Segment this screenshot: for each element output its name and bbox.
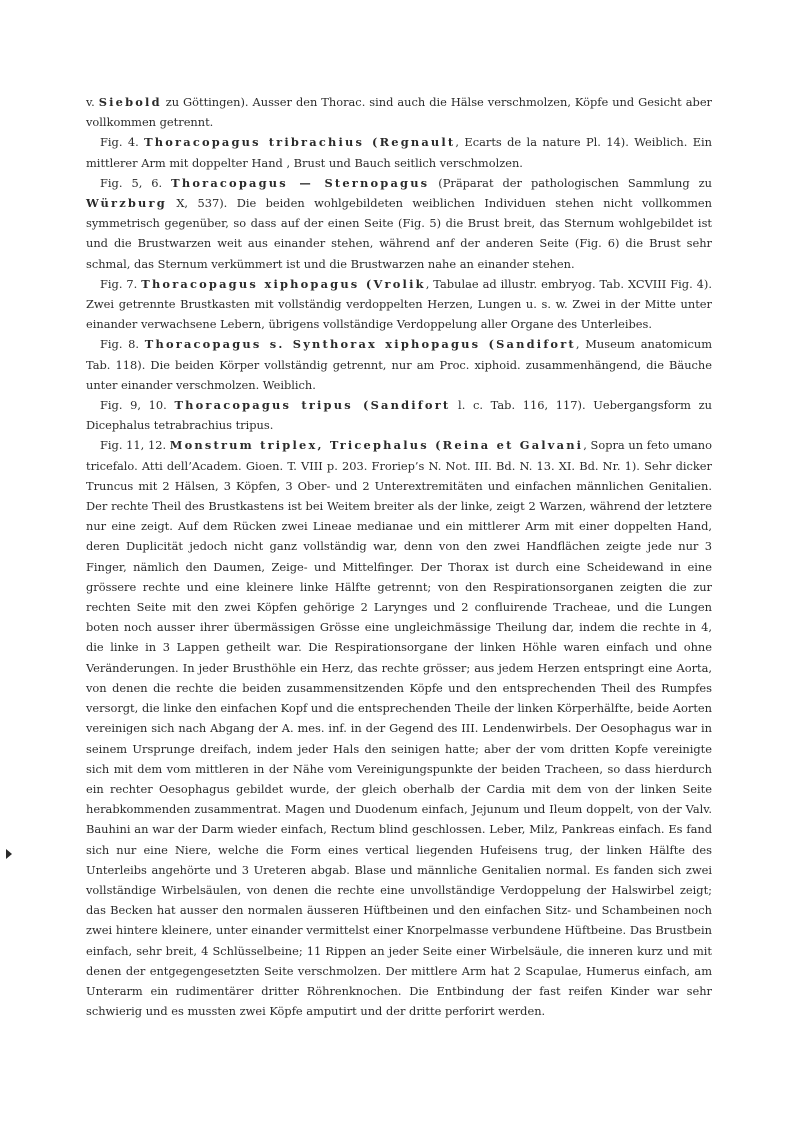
text-segment: , Tabulae ad illustr. embryog. Tab. XCVIII Fig. 4). Zwei getrennte Brustkasten mit vollständig verdoppelten Herzen, Lungen u. s. w. Zwei in der Mitte unter einander verwachsene Lebern, übrigens vollständige Verdoppelung aller Organe des Unterleibes. bbox=[86, 276, 712, 332]
text-segment: v. bbox=[86, 95, 99, 109]
spaced-term: Würzburg bbox=[86, 196, 167, 211]
spaced-term: Siebold bbox=[98, 95, 162, 109]
spaced-term: Thoracopagus s. Synthorax xiphopagus (Sandifort bbox=[144, 337, 576, 352]
text-segment: , Sopra un feto umano tricefalo. Atti dell’Academ. Gioen. T. VIII p. 203. Froriep’s N. Not. III. Bd. N. 13. XI. Bd. Nr. 1). Sehr dicker Truncus mit 2 Hälsen, 3 Köpfen, 3 Ober- und 2 Unterextremitäten und einfachen männlichen Genitalien. Der rechte Theil des Brustkastens ist bei Weitem breiter als der linke, zeigt 2 Warzen, während der letztere nur eine zeigt. Auf dem Rücken zwei Lineae medianae und ein mittlerer Arm mit einer doppelten Hand, deren Duplicität jedoch nicht ganz vollständig war, denn von den zwei Handflächen zeigte jede nur 3 Finger, nämlich den Daumen, Zeige- und Mittelfinger. Der Thorax ist durch eine Scheidewand in eine grössere rechte und eine kleinere linke Hälfte getrennt; von den Respirationsorganen zeigten die zur rechten Seite mit den zwei Köpfen gehörige 2 Larynges und 2 confluirende Tracheae, und die Lungen boten noch ausser ihrer übermässigen Grösse eine ungleichmässige Theilung dar, indem die rechte in 4, die linke in 3 Lappen getheilt war. Die Respirationsorgane der linken Höhle waren einfach und ohne Veränderungen. In jeder Brusthöhle ein Herz, das rechte grösser; aus jedem Herzen entspringt eine Aorta, von denen die rechte die beiden zusammensitzenden Köpfe und den entsprechenden Theil des Rumpfes versorgt, die linke den einfachen Kopf und die entsprechenden Theile der linken Körperhälfte, beide Aorten vereinigen sich nach Abgang der A. mes. inf. in der Gegend des III. Lendenwirbels. Der Oesophagus war in seinem Ursprunge dreifach, indem jeder Hals den seinigen hatte; aber der vom dritten Kopfe vereinigte sich mit dem vom mittleren in der Nähe vom Vereinigungspunkte der beiden Tracheen, so dass hierdurch ein rechter Oesophagus gebildet wurde, der gleich oberhalb der Cardia mit dem von der linken Seite herabkommenden zusammentrat. Magen und Duodenum einfach, Jejunum und Ileum doppelt, von der Valv. Bauhini an war der Darm wieder einfach, Rectum blind geschlossen. Leber, Milz, Pankreas einfach. Es fand sich nur eine Niere, welche die Form eines vertical liegenden Hufeisens trug, der linken Hälfte des Unterleibs angehörte und 3 Ureteren abgab. Blase und männliche Genitalien normal. Es fanden sich zwei vollständige Wirbelsäulen, von denen die rechte eine unvollständige Verdoppelung der Halswirbel zeigt; das Becken hat ausser den normalen äusseren Hüftbeinen und den einfachen Sitz- und Schambeinen noch zwei hintere kleinere, unter einander vermittelst einer Knorpelmasse verbundene Hüftbeine. Das Brustbein einfach, sehr breit, 4 Schlüsselbeine; 11 Rippen an jeder Seite einer Wirbelsäule, die inneren kurz und mit denen der entgegengesetzten Seite verschmolzen. Der mittlere Arm hat 2 Scapulae, Humerus einfach, am Unterarm ein rudimentärer dritter Röhrenknochen. Die Entbindung der fast reifen Kinder war sehr schwierig und es mussten zwei Köpfe amputirt und der dritte perforirt werden. bbox=[86, 438, 712, 1019]
margin-mark-icon bbox=[6, 849, 12, 859]
spaced-term: Monstrum triplex, Tricephalus (Reina et Galvani bbox=[169, 438, 584, 453]
text-segment: Fig. 7. bbox=[100, 276, 142, 291]
text-segment: l. c. Tab. 116, 117). Uebergangsform zu Dicephalus tetrabrachius tripus. bbox=[86, 398, 712, 433]
paragraph bbox=[86, 334, 712, 395]
text-segment: Fig. 8. bbox=[100, 337, 145, 352]
text-segment: Fig. 5, 6. bbox=[100, 175, 172, 190]
text-segment: X, 537). Die beiden wohlgebildeten weiblichen Individuen stehen nicht vollkommen symmetrisch gegenüber, so dass auf der einen Seite (Fig. 5) die Brust breit, das Sternum wohlgebildet ist und die Brustwarzen weit aus einander stehen, während anf der anderen Seite (Fig. 6) die Brust sehr schmal, das Sternum verkümmert ist und die Brustwarzen nahe an einander stehen. bbox=[86, 196, 712, 271]
paragraph bbox=[86, 92, 712, 132]
paragraph bbox=[86, 274, 712, 335]
spaced-term: Thoracopagus xiphopagus (Vrolik bbox=[141, 276, 426, 291]
text-segment: Fig. 11, 12. bbox=[100, 438, 170, 453]
spaced-term: Thoracopagus tribrachius (Regnault bbox=[144, 135, 456, 150]
spaced-term: Thoracopagus tripus (Sandifort bbox=[174, 398, 451, 413]
text-segment: zu Göttingen). Ausser den Thorac. sind auch die Hälse verschmolzen, Köpfe und Gesicht aber vollkommen getrennt. bbox=[86, 95, 713, 130]
text-segment: (Präparat der pathologischen Sammlung zu bbox=[429, 175, 712, 190]
paragraph bbox=[86, 395, 712, 435]
paragraph bbox=[86, 173, 712, 274]
paragraph bbox=[86, 132, 712, 172]
text-segment: , Museum anatomicum Tab. 118). Die beiden Körper vollständig getrennt, nur am Proc. xiphoid. zusammenhängend, die Bäuche unter einander verschmolzen. Weiblich. bbox=[86, 337, 713, 392]
spaced-term: Thoracopagus — Sternopagus bbox=[171, 175, 430, 190]
paragraph bbox=[86, 435, 712, 1021]
page-body bbox=[86, 92, 712, 1021]
text-segment: Fig. 9, 10. bbox=[100, 398, 175, 413]
text-segment: Fig. 4. bbox=[100, 135, 145, 150]
text-segment: , Ecarts de la nature Pl. 14). Weiblich. Ein mittlerer Arm mit doppelter Hand , Brust und Bauch seitlich verschmolzen. bbox=[86, 135, 712, 170]
